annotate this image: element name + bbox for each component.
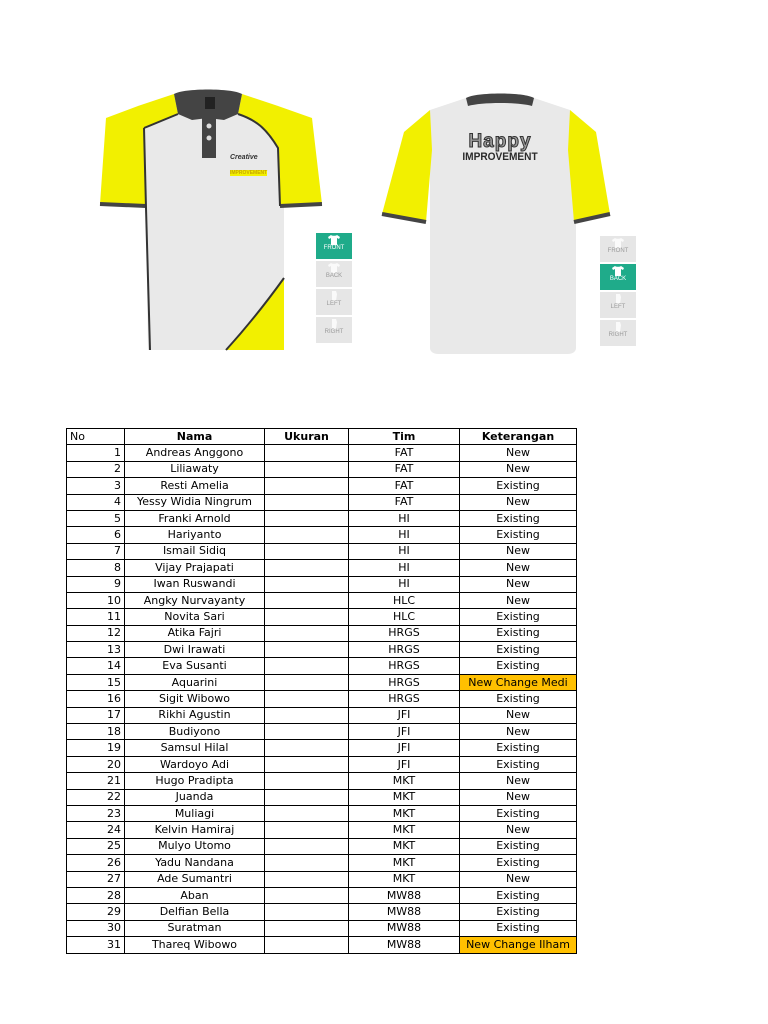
cell-tim[interactable]: HRGS bbox=[349, 674, 460, 690]
cell-ukuran[interactable] bbox=[265, 494, 349, 510]
cell-nama[interactable]: Wardoyo Adi bbox=[125, 756, 265, 772]
cell-no[interactable]: 11 bbox=[67, 609, 125, 625]
cell-keterangan[interactable]: Existing bbox=[460, 887, 577, 903]
cell-tim[interactable]: HRGS bbox=[349, 691, 460, 707]
cell-no[interactable]: 4 bbox=[67, 494, 125, 510]
left-view-button-label: LEFT bbox=[326, 301, 342, 307]
cell-nama[interactable]: Vijay Prajapati bbox=[125, 560, 265, 576]
cell-keterangan[interactable]: Existing bbox=[460, 756, 577, 772]
cell-ukuran[interactable] bbox=[265, 642, 349, 658]
cell-keterangan[interactable]: Existing bbox=[460, 658, 577, 674]
cell-keterangan[interactable]: New bbox=[460, 445, 577, 461]
cell-nama[interactable]: Kelvin Hamiraj bbox=[125, 822, 265, 838]
table-row bbox=[67, 871, 577, 887]
cell-keterangan[interactable]: Existing bbox=[460, 478, 577, 494]
table-header-row bbox=[67, 429, 577, 445]
cell-ukuran[interactable] bbox=[265, 445, 349, 461]
cell-ukuran[interactable] bbox=[265, 871, 349, 887]
cell-nama[interactable]: Yessy Widia Ningrum bbox=[125, 494, 265, 510]
cell-ukuran[interactable] bbox=[265, 838, 349, 854]
left-view-button[interactable] bbox=[600, 292, 636, 318]
cell-tim[interactable]: MW88 bbox=[349, 904, 460, 920]
header-ukuran: Ukuran bbox=[265, 429, 349, 445]
cell-no[interactable]: 27 bbox=[67, 871, 125, 887]
cell-tim[interactable]: MKT bbox=[349, 805, 460, 821]
cell-keterangan[interactable]: Existing bbox=[460, 609, 577, 625]
table-row bbox=[67, 527, 577, 543]
cell-keterangan[interactable]: New bbox=[460, 789, 577, 805]
cell-tim[interactable]: HRGS bbox=[349, 658, 460, 674]
cell-tim[interactable]: FAT bbox=[349, 494, 460, 510]
cell-tim[interactable]: JFI bbox=[349, 707, 460, 723]
cell-no[interactable]: 26 bbox=[67, 855, 125, 871]
cell-keterangan[interactable]: New bbox=[460, 461, 577, 477]
cell-keterangan[interactable]: New bbox=[460, 576, 577, 592]
cell-no[interactable]: 25 bbox=[67, 838, 125, 854]
cell-keterangan[interactable]: Existing bbox=[460, 691, 577, 707]
back-print-line1: Happy bbox=[468, 131, 532, 152]
cell-ukuran[interactable] bbox=[265, 756, 349, 772]
table-row bbox=[67, 789, 577, 805]
table-row bbox=[67, 904, 577, 920]
cell-ukuran[interactable] bbox=[265, 887, 349, 903]
cell-ukuran[interactable] bbox=[265, 592, 349, 608]
cell-ukuran[interactable] bbox=[265, 805, 349, 821]
header-no: No bbox=[67, 429, 125, 445]
table-row bbox=[67, 625, 577, 641]
cell-no[interactable]: 31 bbox=[67, 937, 125, 953]
table-row bbox=[67, 756, 577, 772]
table-row bbox=[67, 887, 577, 903]
cell-no[interactable]: 17 bbox=[67, 707, 125, 723]
cell-ukuran[interactable] bbox=[265, 527, 349, 543]
cell-ukuran[interactable] bbox=[265, 658, 349, 674]
cell-nama[interactable]: Delfian Bella bbox=[125, 904, 265, 920]
cell-tim[interactable]: HLC bbox=[349, 609, 460, 625]
cell-tim[interactable]: FAT bbox=[349, 445, 460, 461]
cell-nama[interactable]: Muliagi bbox=[125, 805, 265, 821]
cell-no[interactable]: 10 bbox=[67, 592, 125, 608]
cell-no[interactable]: 13 bbox=[67, 642, 125, 658]
cell-nama[interactable]: Iwan Ruswandi bbox=[125, 576, 265, 592]
back-view-button-label: BACK bbox=[609, 276, 627, 282]
cell-ukuran[interactable] bbox=[265, 510, 349, 526]
cell-tim[interactable]: JFI bbox=[349, 756, 460, 772]
right-view-button[interactable] bbox=[600, 320, 636, 346]
cell-ukuran[interactable] bbox=[265, 691, 349, 707]
back-view-button-label: BACK bbox=[325, 273, 343, 279]
table-row bbox=[67, 576, 577, 592]
cell-tim[interactable]: MKT bbox=[349, 822, 460, 838]
table-row bbox=[67, 642, 577, 658]
front-shirt-panel bbox=[66, 88, 358, 358]
cell-ukuran[interactable] bbox=[265, 560, 349, 576]
cell-ukuran[interactable] bbox=[265, 740, 349, 756]
cell-keterangan[interactable]: Existing bbox=[460, 920, 577, 936]
cell-no[interactable]: 12 bbox=[67, 625, 125, 641]
cell-tim[interactable]: MW88 bbox=[349, 920, 460, 936]
cell-no[interactable]: 15 bbox=[67, 674, 125, 690]
cell-keterangan[interactable]: Existing bbox=[460, 805, 577, 821]
cell-no[interactable]: 20 bbox=[67, 756, 125, 772]
cell-keterangan[interactable]: New bbox=[460, 707, 577, 723]
cell-nama[interactable]: Franki Arnold bbox=[125, 510, 265, 526]
tshirt-side-icon bbox=[331, 291, 337, 301]
cell-no[interactable]: 14 bbox=[67, 658, 125, 674]
front-view-button[interactable] bbox=[316, 233, 352, 259]
cell-no[interactable]: 9 bbox=[67, 576, 125, 592]
cell-no[interactable]: 6 bbox=[67, 527, 125, 543]
cell-no[interactable]: 21 bbox=[67, 773, 125, 789]
cell-no[interactable]: 3 bbox=[67, 478, 125, 494]
cell-no[interactable]: 23 bbox=[67, 805, 125, 821]
cell-no[interactable]: 19 bbox=[67, 740, 125, 756]
cell-keterangan[interactable]: New bbox=[460, 494, 577, 510]
cell-no[interactable]: 18 bbox=[67, 724, 125, 740]
cell-keterangan[interactable]: Existing bbox=[460, 855, 577, 871]
cell-tim[interactable]: MKT bbox=[349, 838, 460, 854]
cell-nama[interactable]: Eva Susanti bbox=[125, 658, 265, 674]
tshirt-icon bbox=[328, 235, 340, 245]
cell-ukuran[interactable] bbox=[265, 461, 349, 477]
cell-nama[interactable]: Andreas Anggono bbox=[125, 445, 265, 461]
table-body bbox=[67, 445, 577, 953]
front-view-button-label: FRONT bbox=[323, 245, 345, 251]
cell-nama[interactable]: Ismail Sidiq bbox=[125, 543, 265, 559]
cell-no[interactable]: 8 bbox=[67, 560, 125, 576]
cell-keterangan[interactable]: New Change Ilham bbox=[460, 937, 577, 953]
table-row bbox=[67, 592, 577, 608]
cell-nama[interactable]: Aban bbox=[125, 887, 265, 903]
front-view-button[interactable] bbox=[600, 236, 636, 262]
cell-ukuran[interactable] bbox=[265, 904, 349, 920]
cell-ukuran[interactable] bbox=[265, 707, 349, 723]
cell-tim[interactable]: HI bbox=[349, 543, 460, 559]
cell-keterangan[interactable]: New bbox=[460, 543, 577, 559]
table-row bbox=[67, 724, 577, 740]
cell-no[interactable]: 7 bbox=[67, 543, 125, 559]
cell-nama[interactable]: Liliawaty bbox=[125, 461, 265, 477]
table-row bbox=[67, 560, 577, 576]
cell-no[interactable]: 5 bbox=[67, 510, 125, 526]
tshirt-icon bbox=[612, 238, 624, 248]
cell-nama[interactable]: Resti Amelia bbox=[125, 478, 265, 494]
cell-nama[interactable]: Dwi Irawati bbox=[125, 642, 265, 658]
tshirt-side-icon bbox=[615, 322, 621, 332]
table-row bbox=[67, 691, 577, 707]
cell-tim[interactable]: FAT bbox=[349, 461, 460, 477]
cell-nama[interactable]: Suratman bbox=[125, 920, 265, 936]
cell-ukuran[interactable] bbox=[265, 773, 349, 789]
cell-tim[interactable]: MKT bbox=[349, 871, 460, 887]
cell-nama[interactable]: Thareq Wibowo bbox=[125, 937, 265, 953]
cell-no[interactable]: 30 bbox=[67, 920, 125, 936]
cell-ukuran[interactable] bbox=[265, 920, 349, 936]
cell-tim[interactable]: HI bbox=[349, 576, 460, 592]
left-view-button-label: LEFT bbox=[610, 304, 626, 310]
tshirt-icon bbox=[328, 263, 340, 273]
roster-table bbox=[66, 428, 577, 954]
cell-ukuran[interactable] bbox=[265, 625, 349, 641]
table-row bbox=[67, 658, 577, 674]
cell-nama[interactable]: Hugo Pradipta bbox=[125, 773, 265, 789]
back-print bbox=[458, 132, 542, 163]
table-row bbox=[67, 543, 577, 559]
logo-line2: IMPROVEMENT bbox=[230, 170, 268, 176]
cell-ukuran[interactable] bbox=[265, 789, 349, 805]
cell-no[interactable]: 2 bbox=[67, 461, 125, 477]
cell-tim[interactable]: HI bbox=[349, 560, 460, 576]
cell-keterangan[interactable]: New bbox=[460, 871, 577, 887]
front-chest-logo bbox=[230, 154, 284, 176]
cell-no[interactable]: 22 bbox=[67, 789, 125, 805]
cell-keterangan[interactable]: New bbox=[460, 773, 577, 789]
cell-no[interactable]: 29 bbox=[67, 904, 125, 920]
cell-ukuran[interactable] bbox=[265, 855, 349, 871]
front-view-button-label: FRONT bbox=[607, 248, 629, 254]
cell-no[interactable]: 16 bbox=[67, 691, 125, 707]
cell-keterangan[interactable]: Existing bbox=[460, 904, 577, 920]
cell-keterangan[interactable]: New bbox=[460, 592, 577, 608]
tshirt-side-icon bbox=[615, 294, 621, 304]
left-view-button[interactable] bbox=[316, 289, 352, 315]
cell-tim[interactable]: HI bbox=[349, 527, 460, 543]
cell-ukuran[interactable] bbox=[265, 724, 349, 740]
table-row bbox=[67, 838, 577, 854]
cell-tim[interactable]: MW88 bbox=[349, 937, 460, 953]
table-row bbox=[67, 805, 577, 821]
back-print-line2: IMPROVEMENT bbox=[462, 151, 538, 163]
table-row bbox=[67, 494, 577, 510]
cell-keterangan[interactable]: New bbox=[460, 560, 577, 576]
cell-nama[interactable]: Samsul Hilal bbox=[125, 740, 265, 756]
cell-nama[interactable]: Ade Sumantri bbox=[125, 871, 265, 887]
cell-keterangan[interactable]: Existing bbox=[460, 838, 577, 854]
cell-nama[interactable]: Aquarini bbox=[125, 674, 265, 690]
cell-ukuran[interactable] bbox=[265, 543, 349, 559]
back-view-button[interactable] bbox=[316, 261, 352, 287]
cell-tim[interactable]: MW88 bbox=[349, 887, 460, 903]
cell-ukuran[interactable] bbox=[265, 576, 349, 592]
cell-tim[interactable]: JFI bbox=[349, 724, 460, 740]
cell-nama[interactable]: Mulyo Utomo bbox=[125, 838, 265, 854]
cell-ukuran[interactable] bbox=[265, 478, 349, 494]
cell-keterangan[interactable]: New Change Medi bbox=[460, 674, 577, 690]
tshirt-icon bbox=[612, 266, 624, 276]
table-row bbox=[67, 674, 577, 690]
table-row bbox=[67, 920, 577, 936]
cell-nama[interactable]: Sigit Wibowo bbox=[125, 691, 265, 707]
header-nama: Nama bbox=[125, 429, 265, 445]
cell-nama[interactable]: Budiyono bbox=[125, 724, 265, 740]
cell-keterangan[interactable]: New bbox=[460, 724, 577, 740]
cell-nama[interactable]: Juanda bbox=[125, 789, 265, 805]
cell-tim[interactable]: MKT bbox=[349, 773, 460, 789]
cell-ukuran[interactable] bbox=[265, 937, 349, 953]
tshirt-side-icon bbox=[331, 319, 337, 329]
table-row bbox=[67, 609, 577, 625]
cell-ukuran[interactable] bbox=[265, 822, 349, 838]
table-row bbox=[67, 937, 577, 953]
cell-tim[interactable]: MKT bbox=[349, 855, 460, 871]
cell-nama[interactable]: Hariyanto bbox=[125, 527, 265, 543]
cell-keterangan[interactable]: Existing bbox=[460, 625, 577, 641]
cell-no[interactable]: 28 bbox=[67, 887, 125, 903]
cell-tim[interactable]: MKT bbox=[349, 789, 460, 805]
right-view-button-label: RIGHT bbox=[324, 329, 344, 335]
cell-ukuran[interactable] bbox=[265, 609, 349, 625]
table-row bbox=[67, 855, 577, 871]
cell-tim[interactable]: HRGS bbox=[349, 642, 460, 658]
back-shirt-panel bbox=[368, 90, 652, 360]
right-view-button[interactable] bbox=[316, 317, 352, 343]
table-row bbox=[67, 478, 577, 494]
table-row bbox=[67, 510, 577, 526]
table-row bbox=[67, 445, 577, 461]
header-keterangan: Keterangan bbox=[460, 429, 577, 445]
cell-no[interactable]: 24 bbox=[67, 822, 125, 838]
cell-nama[interactable]: Atika Fajri bbox=[125, 625, 265, 641]
cell-tim[interactable]: JFI bbox=[349, 740, 460, 756]
cell-no[interactable]: 1 bbox=[67, 445, 125, 461]
cell-keterangan[interactable]: Existing bbox=[460, 642, 577, 658]
cell-tim[interactable]: HLC bbox=[349, 592, 460, 608]
cell-keterangan[interactable]: Existing bbox=[460, 527, 577, 543]
cell-nama[interactable]: Novita Sari bbox=[125, 609, 265, 625]
cell-nama[interactable]: Rikhi Agustin bbox=[125, 707, 265, 723]
right-view-button-label: RIGHT bbox=[608, 332, 628, 338]
back-view-button[interactable] bbox=[600, 264, 636, 290]
cell-nama[interactable]: Angky Nurvayanty bbox=[125, 592, 265, 608]
cell-ukuran[interactable] bbox=[265, 674, 349, 690]
front-shirt-image bbox=[66, 88, 358, 358]
table-row bbox=[67, 822, 577, 838]
cell-tim[interactable]: HI bbox=[349, 510, 460, 526]
cell-tim[interactable]: FAT bbox=[349, 478, 460, 494]
table-row bbox=[67, 707, 577, 723]
cell-keterangan[interactable]: Existing bbox=[460, 510, 577, 526]
cell-keterangan[interactable]: Existing bbox=[460, 740, 577, 756]
table-row bbox=[67, 461, 577, 477]
cell-nama[interactable]: Yadu Nandana bbox=[125, 855, 265, 871]
table-row bbox=[67, 740, 577, 756]
logo-line1: Creative bbox=[230, 154, 258, 161]
header-tim: Tim bbox=[349, 429, 460, 445]
table-row bbox=[67, 773, 577, 789]
cell-keterangan[interactable]: New bbox=[460, 822, 577, 838]
cell-tim[interactable]: HRGS bbox=[349, 625, 460, 641]
